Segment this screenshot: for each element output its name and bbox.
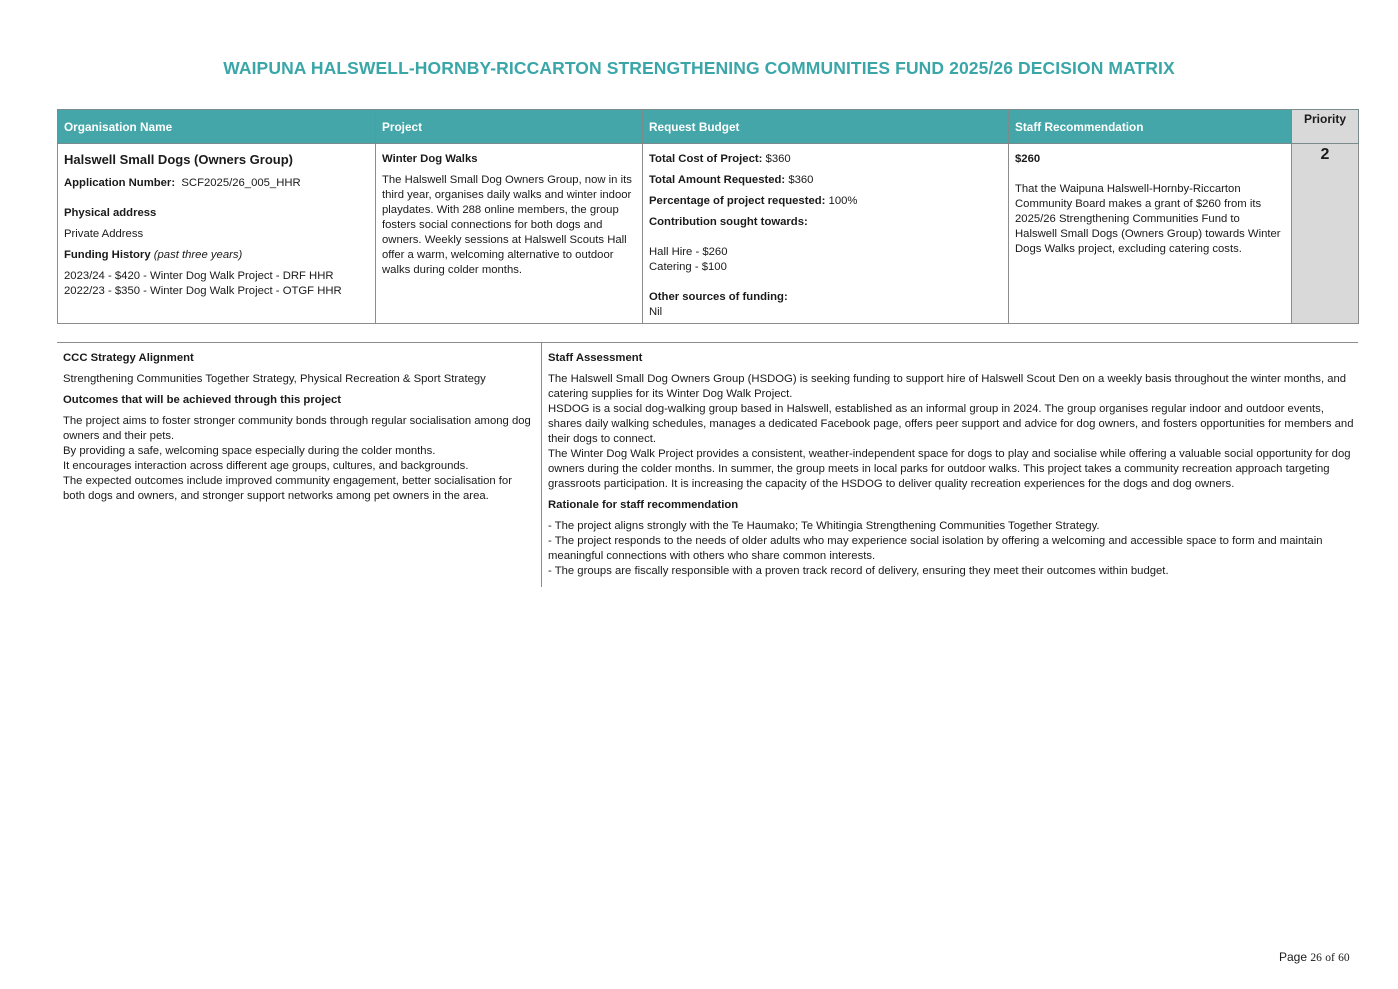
funding-history-item: 2022/23 - $350 - Winter Dog Walk Project - OTGF HHR <box>64 285 342 297</box>
physical-address-label: Physical address <box>64 207 157 219</box>
priority-value: 2 <box>1320 146 1330 163</box>
assessment-section <box>57 342 1358 577</box>
other-sources-value: Nil <box>649 306 663 318</box>
total-cost-label: Total Cost of Project: <box>649 153 763 165</box>
total-requested-value: $360 <box>788 174 814 186</box>
assessment-paragraph: HSDOG is a social dog-walking group based in Halswell, established as an informal group in 2024. The group organises regular indoor and outdoor events, shares daily walking schedules, manages a dedicated Facebook page, offers peer support and advice for dog owners, and fosters opportunities for members and their dogs to connect. <box>548 403 1354 445</box>
outcomes-heading: Outcomes that will be achieved through this project <box>63 394 342 406</box>
funding-history-item: 2023/24 - $420 - Winter Dog Walk Project - DRF HHR <box>64 270 334 282</box>
physical-address: Private Address <box>64 228 144 240</box>
strategy-alignment-panel <box>63 351 533 504</box>
outcome-item: It encourages interaction across different age groups, cultures, and backgrounds. <box>63 460 469 472</box>
organisation-cell <box>58 144 376 324</box>
organisation-name: Halswell Small Dogs (Owners Group) <box>64 152 293 167</box>
rationale-item: - The project aligns strongly with the Te Haumako; Te Whitingia Strengthening Communities Together Strategy. <box>548 520 1100 532</box>
header-request-budget: Request Budget <box>643 110 1009 144</box>
application-number-label: Application Number: <box>64 177 176 189</box>
rationale-item: - The project responds to the needs of older adults who may experience social isolation by offering a welcoming and accessible space to form and maintain meaningful connections with others who share common interests. <box>548 535 1323 562</box>
outcome-item: By providing a safe, welcoming space especially during the colder months. <box>63 445 436 457</box>
table-row <box>58 144 1359 324</box>
total-requested-label: Total Amount Requested: <box>649 174 786 186</box>
priority-cell <box>1292 144 1359 324</box>
header-project: Project <box>376 110 643 144</box>
budget-cell <box>643 144 1009 324</box>
page-total: 60 <box>1338 952 1350 964</box>
application-number: SCF2025/26_005_HHR <box>181 177 301 189</box>
page-of-label: of <box>1325 952 1335 964</box>
rationale-heading: Rationale for staff recommendation <box>548 499 739 511</box>
decision-matrix-table <box>57 109 1359 324</box>
contribution-label: Contribution sought towards: <box>649 216 808 228</box>
total-cost-value: $360 <box>765 153 791 165</box>
rationale-item: - The groups are fiscally responsible with a proven track record of delivery, ensuring they meet their outcomes within budget. <box>548 565 1169 577</box>
project-name: Winter Dog Walks <box>382 153 478 165</box>
recommendation-cell <box>1009 144 1292 324</box>
funding-history-note: (past three years) <box>153 249 243 261</box>
contribution-item: Catering - $100 <box>649 261 727 273</box>
outcome-item: The expected outcomes include improved community engagement, better socialisation for both dogs and owners, and stronger support networks among pet owners in the area. <box>63 475 512 502</box>
header-staff-recommendation: Staff Recommendation <box>1009 110 1292 144</box>
contribution-item: Hall Hire - $260 <box>649 246 728 258</box>
page-title: WAIPUNA HALSWELL-HORNBY-RICCARTON STRENGTHENING COMMUNITIES FUND 2025/26 DECISION MATRIX <box>223 58 1175 78</box>
staff-assessment-panel <box>541 343 1356 587</box>
assessment-paragraph: The Winter Dog Walk Project provides a consistent, weather-independent space for dogs to play and socialise while offering a valuable social opportunity for dog owners during the colder months. In summer, the group meets in local parks for outdoor walks. This project takes a community recreation approach targeting grassroots participation. It is increasing the capacity of the HSDOG to deliver quality recreation experiences for the dogs and dog owners. <box>548 448 1351 490</box>
percentage-value: 100% <box>828 195 858 207</box>
header-organisation: Organisation Name <box>58 110 376 144</box>
other-sources-label: Other sources of funding: <box>649 291 788 303</box>
recommendation-text: That the Waipuna Halswell-Hornby-Riccarton Community Board makes a grant of $260 from its 2025/26 Strengthening Communities Fund to Halswell Small Dogs (Owners Group) towards Winter Dogs Walks project, excluding catering costs. <box>1015 183 1281 255</box>
project-cell <box>376 144 643 324</box>
page-footer <box>1279 950 1350 964</box>
page-label: Page <box>1279 950 1308 964</box>
header-priority: Priority <box>1292 110 1359 144</box>
recommendation-amount: $260 <box>1015 153 1041 165</box>
strategy-list: Strengthening Communities Together Strategy, Physical Recreation & Sport Strategy <box>63 373 486 385</box>
staff-assessment-heading: Staff Assessment <box>548 352 643 364</box>
outcome-item: The project aims to foster stronger community bonds through regular socialisation among dog owners and their pets. <box>63 415 531 442</box>
percentage-label: Percentage of project requested: <box>649 195 826 207</box>
table-header-row <box>58 110 1359 144</box>
strategy-alignment-heading: CCC Strategy Alignment <box>63 352 194 364</box>
funding-history-label: Funding History <box>64 249 151 261</box>
assessment-paragraph: The Halswell Small Dog Owners Group (HSDOG) is seeking funding to support hire of Halswell Scout Den on a weekly basis throughout the winter months, and catering supplies for its Winter Dog Walk Project. <box>548 373 1347 400</box>
project-description: The Halswell Small Dog Owners Group, now in its third year, organises daily walks and winter indoor playdates. With 288 online members, the group fosters social connections for both dogs and owners. Weekly sessions at Halswell Scouts Hall offer a warm, welcoming alternative to outdoor walks during colder months. <box>382 174 632 276</box>
page-current: 26 <box>1310 952 1322 964</box>
